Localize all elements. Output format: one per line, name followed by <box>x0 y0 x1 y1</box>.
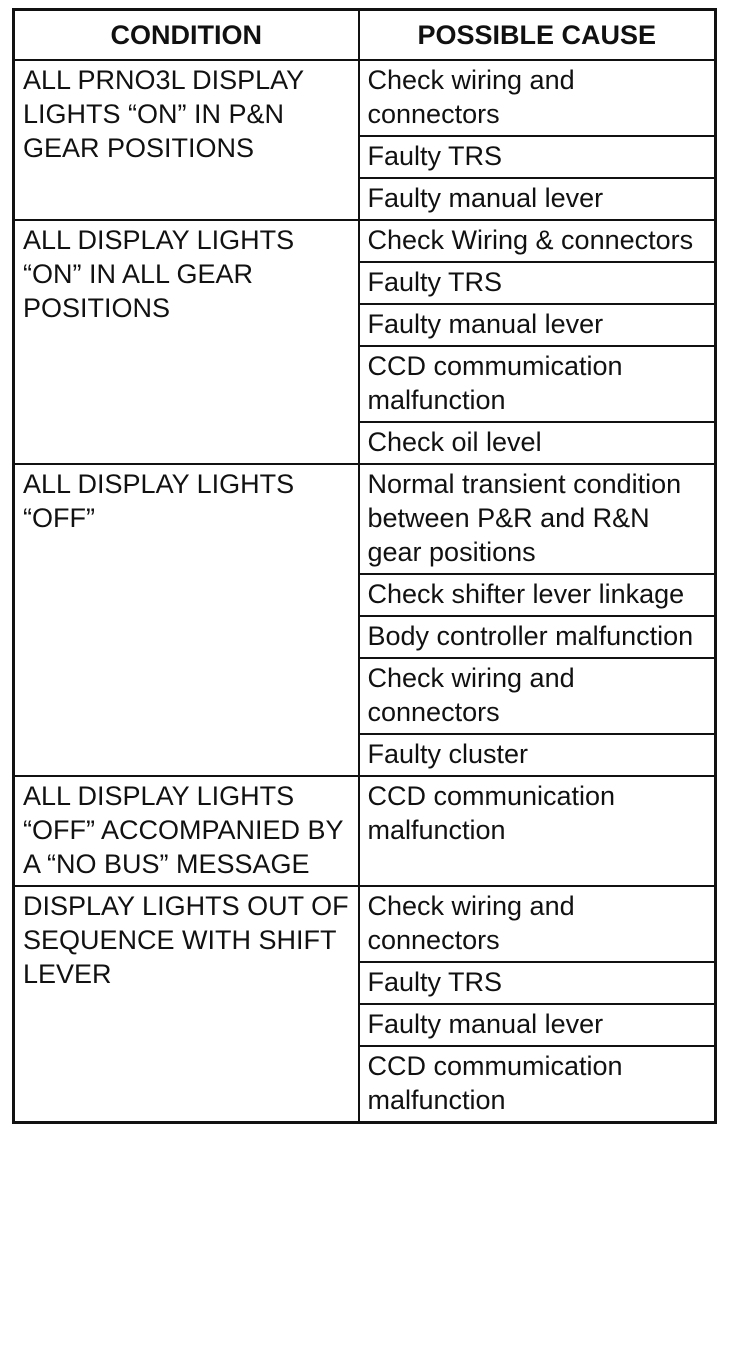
cause-cell: Check shifter lever linkage <box>359 574 716 616</box>
cause-cell: CCD commumication malfunction <box>359 346 716 422</box>
cause-cell: Check wiring and connectors <box>359 658 716 734</box>
cause-cell: Faulty manual lever <box>359 1004 716 1046</box>
table-row <box>14 776 716 886</box>
diagnosis-table <box>12 8 717 1124</box>
cause-cell: Faulty TRS <box>359 962 716 1004</box>
cause-cell: CCD commumication malfunction <box>359 1046 716 1123</box>
table-row <box>14 60 716 136</box>
condition-cell: ALL PRNO3L DISPLAY LIGHTS “ON” IN P&N GEAR POSITIONS <box>14 60 359 220</box>
condition-cell: ALL DISPLAY LIGHTS “OFF” ACCOMPANIED BY A “NO BUS” MESSAGE <box>14 776 359 886</box>
cause-cell: Check wiring and connectors <box>359 886 716 962</box>
condition-cell: ALL DISPLAY LIGHTS “ON” IN ALL GEAR POSITIONS <box>14 220 359 464</box>
possible-cause-header: POSSIBLE CAUSE <box>359 10 716 61</box>
table-row <box>14 220 716 262</box>
cause-cell: Faulty TRS <box>359 262 716 304</box>
cause-cell: Body controller malfunction <box>359 616 716 658</box>
cause-cell: Check oil level <box>359 422 716 464</box>
condition-cell: ALL DISPLAY LIGHTS “OFF” <box>14 464 359 776</box>
cause-cell: Faulty manual lever <box>359 178 716 220</box>
cause-cell: Faulty manual lever <box>359 304 716 346</box>
condition-cell: DISPLAY LIGHTS OUT OF SEQUENCE WITH SHIFT LEVER <box>14 886 359 1123</box>
table-row <box>14 886 716 962</box>
cause-cell: CCD communication malfunction <box>359 776 716 886</box>
cause-cell: Faulty cluster <box>359 734 716 776</box>
diagnosis-table-wrapper <box>12 8 714 1124</box>
cause-cell: Faulty TRS <box>359 136 716 178</box>
cause-cell: Check wiring and connectors <box>359 60 716 136</box>
header-row <box>14 10 716 61</box>
condition-header: CONDITION <box>14 10 359 61</box>
cause-cell: Check Wiring & connectors <box>359 220 716 262</box>
cause-cell: Normal transient condition between P&R and R&N gear positions <box>359 464 716 574</box>
table-row <box>14 464 716 574</box>
